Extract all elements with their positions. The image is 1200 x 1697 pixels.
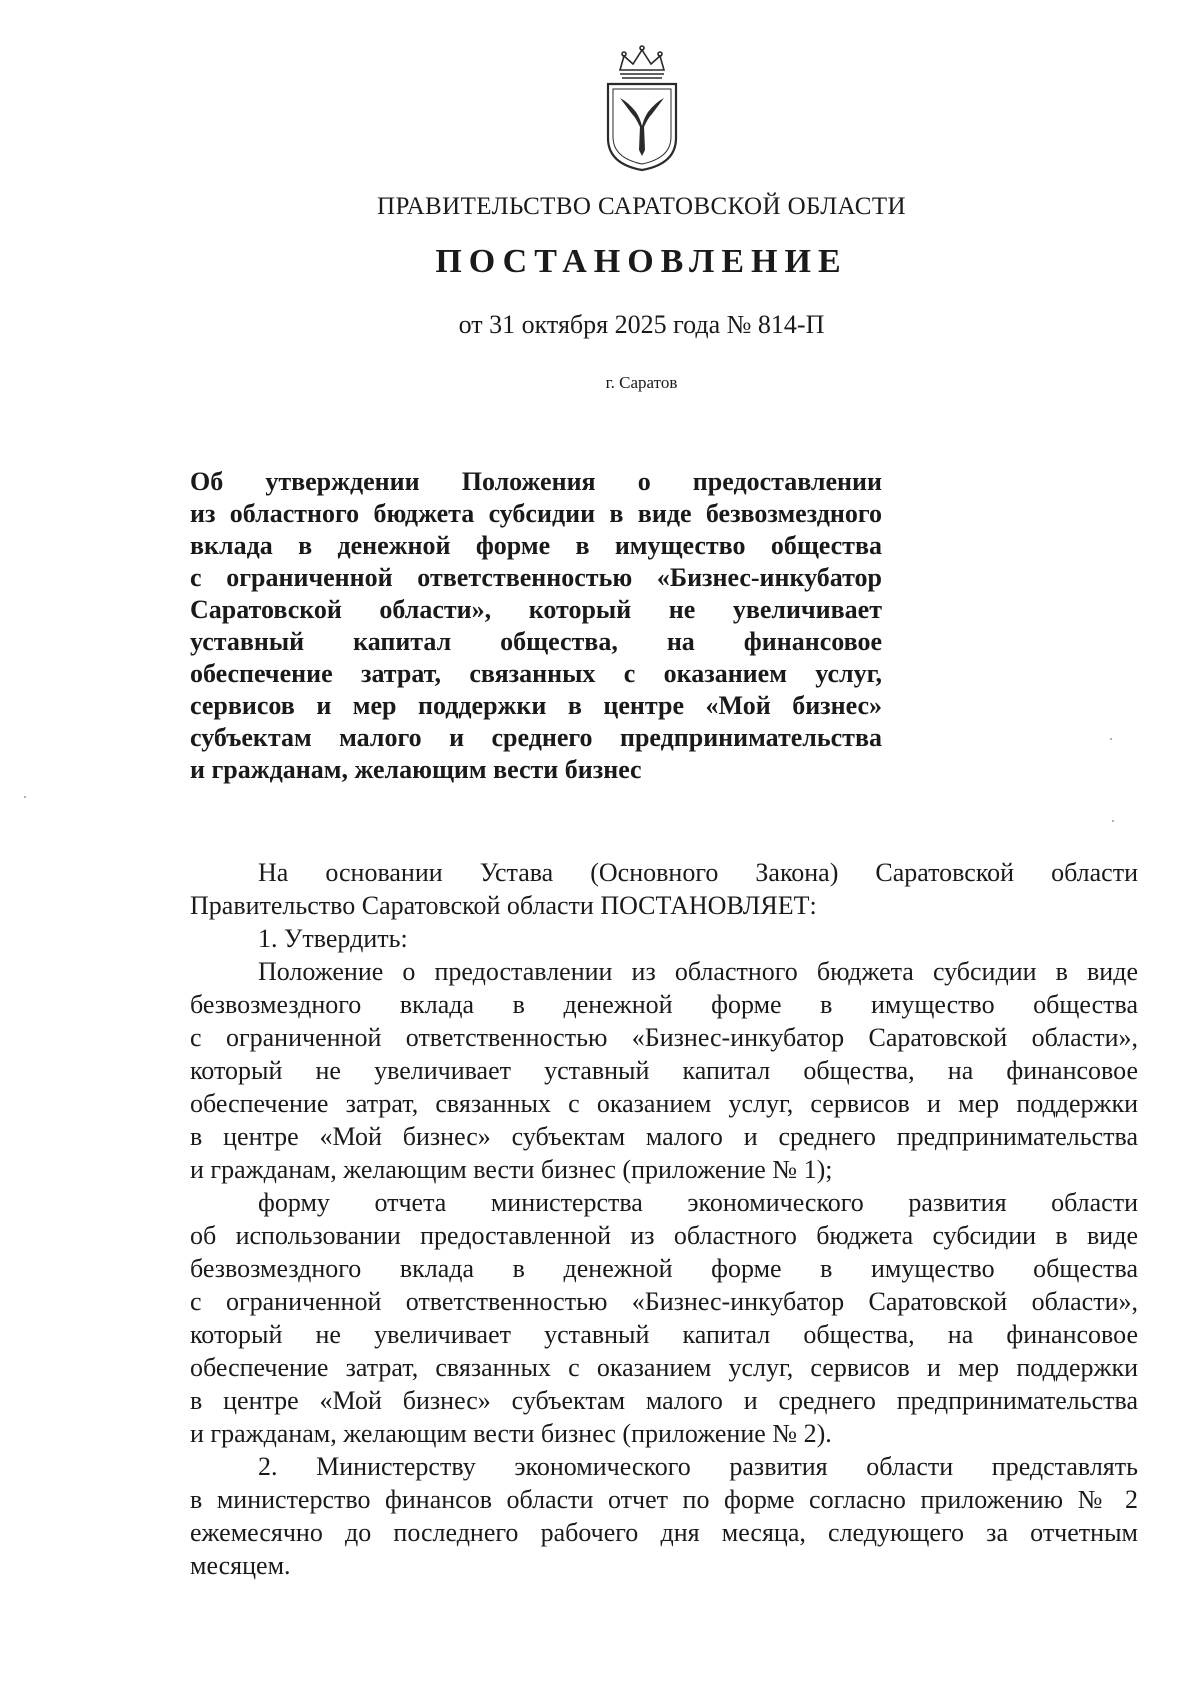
body-line: На основании Устава (Основного Закона) Саратовской области	[258, 858, 1138, 887]
title-line: уставный капитал общества, на финансовое	[190, 627, 882, 656]
saratov-coat-of-arms-icon	[602, 42, 682, 172]
document-type: ПОСТАНОВЛЕНИЕ	[435, 243, 848, 280]
body-line: Правительство Саратовской области ПОСТАНОВЛЯЕТ:	[190, 891, 817, 920]
body-line: с ограниченной ответственностью «Бизнес-инкубатор Саратовской области»,	[190, 1287, 1138, 1316]
title-line: Об утверждении Положения о предоставлении	[190, 467, 882, 496]
body-line: безвозмездного вклада в денежной форме в имущество общества	[190, 990, 1138, 1019]
scan-speck	[1110, 738, 1112, 740]
body-line: обеспечение затрат, связанных с оказанием услуг, сервисов и мер поддержки	[190, 1089, 1138, 1118]
body-line: в центре «Мой бизнес» субъектам малого и среднего предпринимательства	[190, 1386, 1138, 1415]
body-line: который не увеличивает уставный капитал общества, на финансовое	[190, 1320, 1138, 1349]
document-body	[190, 856, 1138, 1582]
body-line: безвозмездного вклада в денежной форме в имущество общества	[190, 1254, 1138, 1283]
body-line: обеспечение затрат, связанных с оказанием услуг, сервисов и мер поддержки	[190, 1353, 1138, 1382]
body-line: который не увеличивает уставный капитал общества, на финансовое	[190, 1056, 1138, 1085]
body-line: в министерство финансов области отчет по форме согласно приложению № 2	[190, 1485, 1138, 1514]
title-line: сервисов и мер поддержки в центре «Мой бизнес»	[190, 691, 882, 720]
body-line: с ограниченной ответственностью «Бизнес-инкубатор Саратовской области»,	[190, 1023, 1138, 1052]
title-line: Саратовской области», который не увеличивает	[190, 595, 882, 624]
body-line: в центре «Мой бизнес» субъектам малого и среднего предпринимательства	[190, 1122, 1138, 1151]
title-line: обеспечение затрат, связанных с оказанием услуг,	[190, 659, 882, 688]
scan-speck	[1112, 820, 1114, 822]
document-place: г. Саратов	[605, 373, 678, 392]
organization-name: ПРАВИТЕЛЬСТВО САРАТОВСКОЙ ОБЛАСТИ	[377, 193, 906, 220]
scan-speck	[24, 796, 26, 798]
body-line: 1. Утвердить:	[258, 924, 408, 953]
body-line: Положение о предоставлении из областного бюджета субсидии в виде	[258, 957, 1138, 986]
title-line: с ограниченной ответственностью «Бизнес-инкубатор	[190, 563, 882, 592]
body-line: форму отчета министерства экономического развития области	[258, 1188, 1138, 1217]
title-line: субъектам малого и среднего предпринимательства	[190, 723, 882, 752]
body-line: и гражданам, желающим вести бизнес (приложение № 1);	[190, 1155, 833, 1184]
body-line: месяцем.	[190, 1551, 291, 1580]
body-line: 2. Министерству экономического развития области представлять	[258, 1452, 1138, 1481]
body-line: ежемесячно до последнего рабочего дня месяца, следующего за отчетным	[190, 1518, 1138, 1547]
title-line: вклада в денежной форме в имущество общества	[190, 531, 882, 560]
body-line: об использовании предоставленной из областного бюджета субсидии в виде	[190, 1221, 1138, 1250]
title-line: из областного бюджета субсидии в виде безвозмездного	[190, 499, 882, 528]
document-title	[190, 466, 882, 786]
body-line: и гражданам, желающим вести бизнес (приложение № 2).	[190, 1419, 832, 1448]
document-date-number: от 31 октября 2025 года № 814-П	[458, 310, 825, 339]
title-line: и гражданам, желающим вести бизнес	[190, 755, 642, 784]
